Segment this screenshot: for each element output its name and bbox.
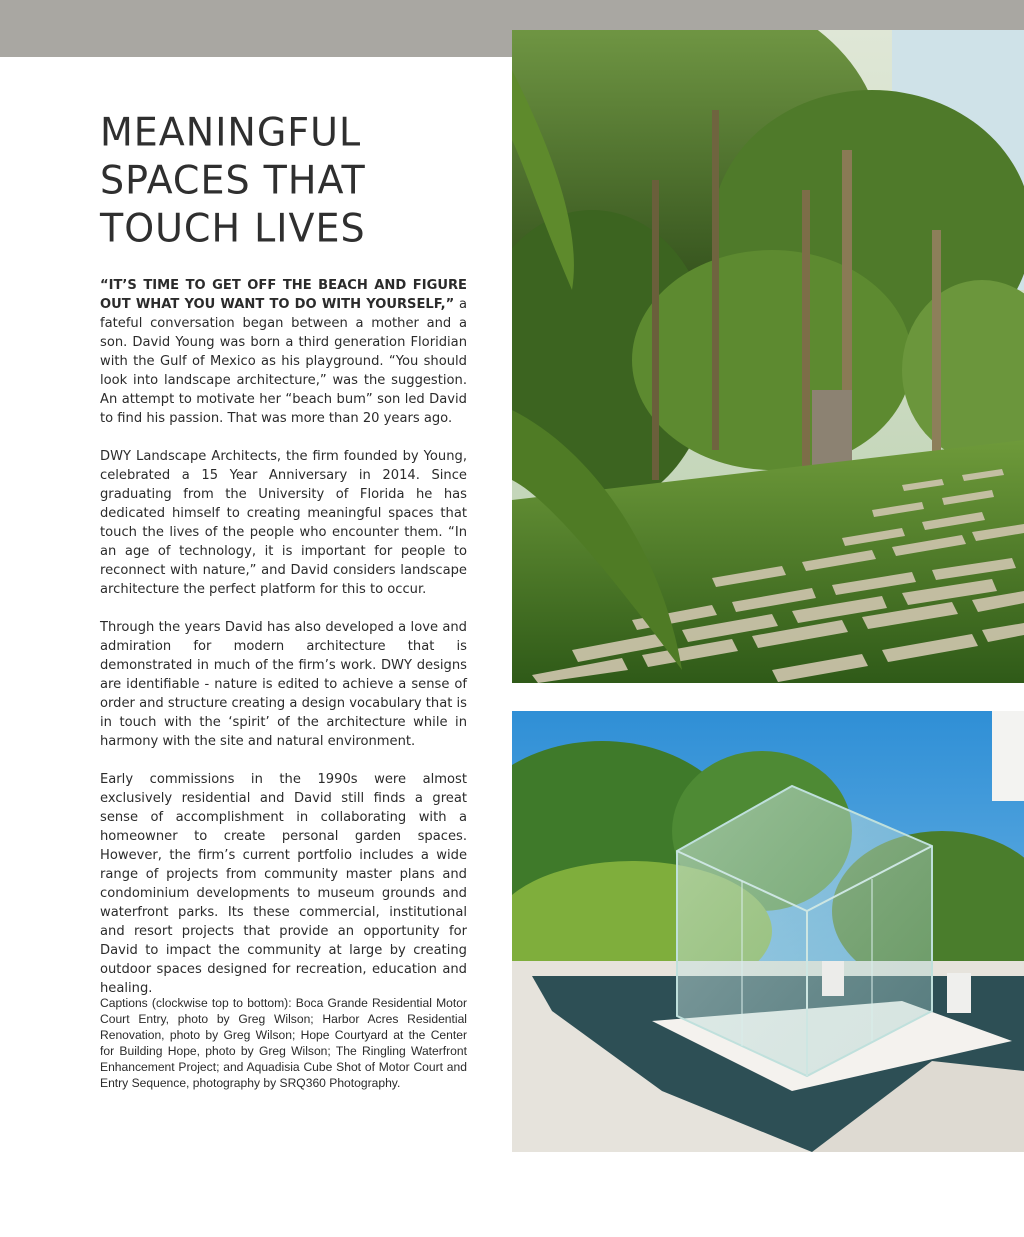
intro-paragraph: [100, 276, 467, 428]
paragraph-modern-architecture: Through the years David has also developed a love and admiration for modern architecture that is demonstrated in much of the firm’s work. DWY designs are identifiable - nature is edited to achieve a sense of order and structure creating a design vocabulary that is in touch with the ‘spirit’ of the architecture while in harmony with the site and natural environment.: [100, 620, 467, 749]
title-line-2: SPACES THAT: [100, 157, 366, 203]
paragraph-firm-history: DWY Landscape Architects, the firm founded by Young, celebrated a 15 Year Anniversary in 2014. Since graduating from the University of Florida he has dedicated himself to creating meaningful spaces that touch the lives of the people who encounter them. “In an age of technology, it is important for people to reconnect with nature,” and David considers landscape architecture the perfect platform for this to occur.: [100, 449, 467, 597]
garden-motor-court-photo: [512, 30, 1024, 683]
article-body: [100, 276, 467, 1017]
paragraph-commissions: Early commissions in the 1990s were almost exclusively residential and David still finds a great sense of accomplishment in collaborating with a homeowner to create personal garden spaces. However, the firm’s current portfolio includes a wide range of projects from community master plans and condominium developments to museum grounds and waterfront parks. Its these commercial, institutional and resort projects that provide an opportunity for David to impact the community at large by creating outdoor spaces designed for recreation, education and healing.: [100, 772, 467, 996]
intro-rest: a fateful conversation began between a mother and a son. David Young was born a third generation Floridian with the Gulf of Mexico as his playground. “You should look into landscape architecture,” was the suggestion. An attempt to motivate her “beach bum” son led David to find his passion. That was more than 20 years ago.: [100, 297, 467, 426]
glass-cube-courtyard-photo: [512, 711, 1024, 1152]
photo-captions: Captions (clockwise top to bottom): Boca Grande Residential Motor Court Entry, photo by Greg Wilson; Harbor Acres Residential Renovation, photo by Greg Wilson; Hope Courtyard at the Center for Building Hope, photo by Greg Wilson; The Ringling Waterfront Enhancement Project; and Aquadisia Cube Shot of Motor Court and Entry Sequence, photography by SRQ360 Photography.: [100, 996, 467, 1090]
title-line-1: MEANINGFUL: [100, 109, 362, 155]
title-line-3: TOUCH LIVES: [100, 205, 366, 251]
intro-lead-quote: “IT’S TIME TO GET OFF THE BEACH AND FIGURE OUT WHAT YOU WANT TO DO WITH YOURSELF,”: [100, 278, 467, 312]
article-title: [100, 108, 480, 252]
